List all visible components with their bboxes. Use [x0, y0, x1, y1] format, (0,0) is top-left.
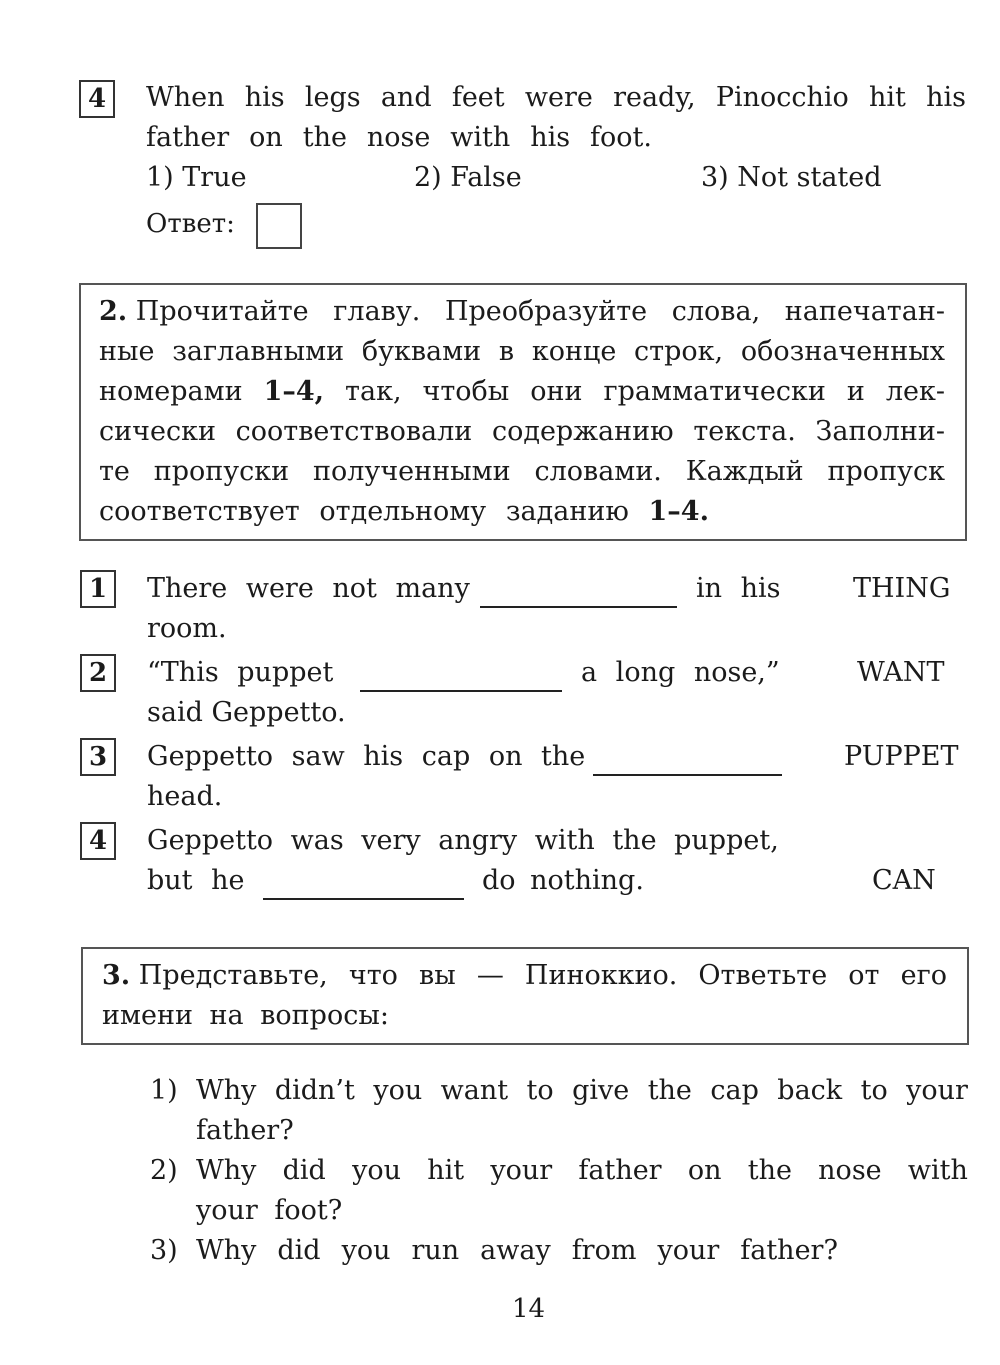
section2-line-2: ные заглавными буквами в конце строк, обозначенных	[99, 336, 945, 367]
section2-line-5: те пропуски полученными словами. Каждый пропуск	[99, 456, 945, 487]
item-number-box	[80, 738, 116, 776]
item-number: 4	[88, 826, 108, 856]
question-1-line-2: father?	[196, 1115, 294, 1146]
section2-line-1: 2. Прочитайте главу. Преобразуйте слова, напечатан-	[99, 296, 945, 327]
question-1-line-1: Why didn’t you want to give the cap back to your	[196, 1075, 968, 1106]
item-1-blank[interactable]	[480, 582, 677, 608]
item-number-box	[80, 654, 116, 692]
task-number-box	[79, 80, 115, 118]
question-number: 3)	[150, 1235, 178, 1266]
item-1-line-2: room.	[147, 613, 227, 644]
question-2-line-2: your foot?	[196, 1195, 343, 1226]
item-4-keyword: CAN	[872, 865, 936, 896]
item-2-blank[interactable]	[360, 666, 562, 692]
item-3-before: Geppetto saw his cap on the	[147, 741, 586, 772]
option-false[interactable]: 2) False	[414, 162, 522, 193]
section3-line-2: имени на вопросы:	[102, 1000, 389, 1031]
task4-line-1: When his legs and feet were ready, Pinocchio hit his	[146, 82, 966, 113]
item-1-keyword: THING	[853, 573, 951, 604]
item-3-blank[interactable]	[593, 750, 782, 776]
section2-line-3: номерами 1–4, так, чтобы они грамматически и лек-	[99, 376, 945, 407]
section2-line-4: сически соответствовали содержанию текста. Заполни-	[99, 416, 945, 447]
option-not-stated[interactable]: 3) Not stated	[701, 162, 882, 193]
task-number: 4	[87, 84, 107, 114]
item-4-before: but he	[147, 865, 245, 896]
option-true[interactable]: 1) True	[146, 162, 247, 193]
item-3-keyword: PUPPET	[844, 741, 959, 772]
section2-line-6: соответствует отдельному заданию 1–4.	[99, 496, 709, 527]
task4-line-2: father on the nose with his foot.	[146, 122, 652, 153]
question-3-line-1: Why did you run away from your father?	[196, 1235, 838, 1266]
item-2-keyword: WANT	[857, 657, 945, 688]
item-3-line-2: head.	[147, 781, 223, 812]
item-1-before: There were not many	[147, 573, 470, 604]
item-4-after: do nothing.	[482, 865, 644, 896]
item-2-before: “This puppet	[147, 657, 334, 688]
question-2-line-1: Why did you hit your father on the nose with	[196, 1155, 968, 1186]
answer-label: Ответ:	[146, 209, 235, 239]
item-1-after: in his	[696, 573, 781, 604]
item-number-box	[80, 570, 116, 608]
question-number: 2)	[150, 1155, 178, 1186]
item-number: 3	[88, 742, 108, 772]
item-4-blank[interactable]	[263, 874, 464, 900]
item-4-line-1: Geppetto was very angry with the puppet,	[147, 825, 779, 856]
item-2-after: a long nose,”	[581, 657, 780, 688]
item-number: 1	[88, 574, 108, 604]
section3-line-1: 3. Представьте, что вы — Пиноккио. Ответьте от его	[102, 960, 947, 991]
item-number: 2	[88, 658, 108, 688]
item-2-line-2: said Geppetto.	[147, 697, 346, 728]
item-number-box	[80, 822, 116, 860]
answer-box[interactable]	[256, 203, 302, 249]
question-number: 1)	[150, 1075, 178, 1106]
page-number: 14	[512, 1294, 546, 1324]
